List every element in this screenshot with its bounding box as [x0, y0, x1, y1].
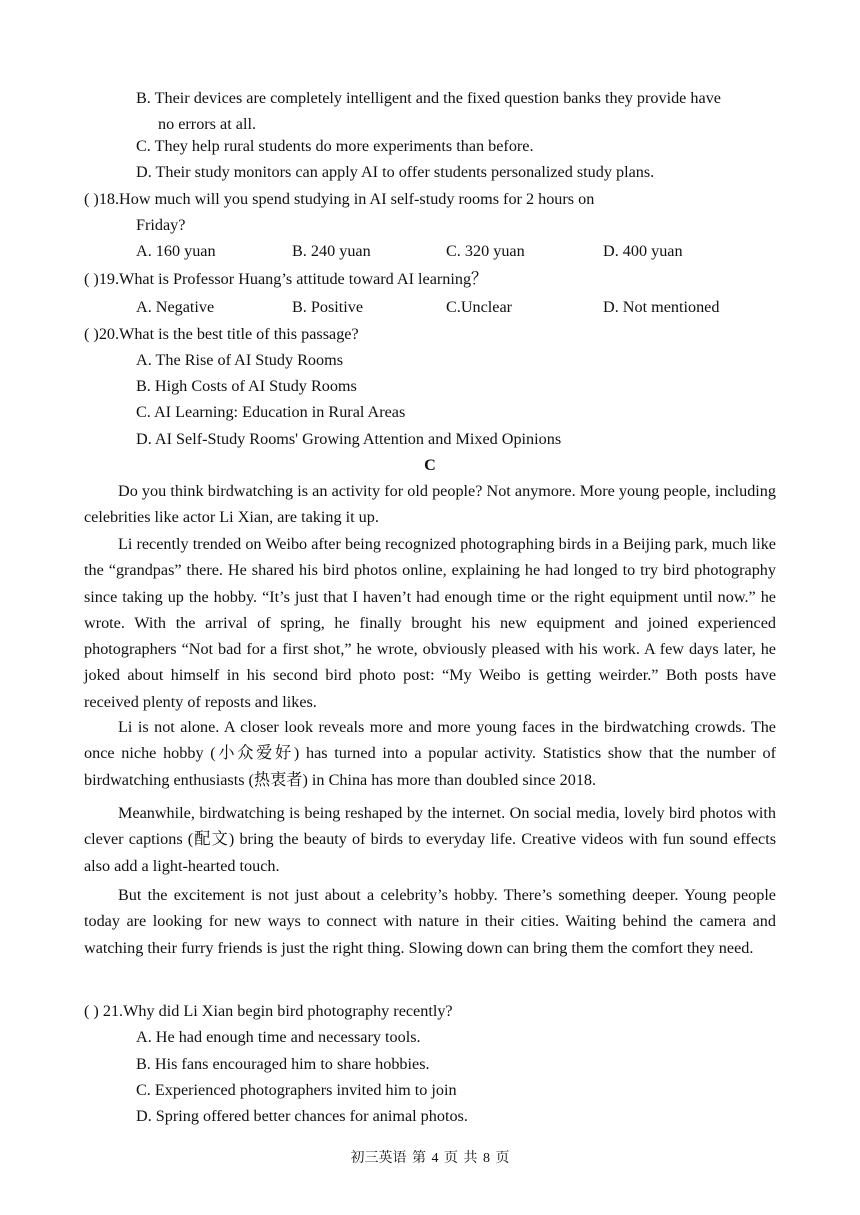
q19-option-c: C.Unclear — [446, 298, 513, 316]
q18-options — [136, 241, 776, 261]
q18-option-c: C. 320 yuan — [446, 242, 525, 260]
q17-option-b-line1: B. Their devices are completely intelligent and the fixed question banks they provide have — [136, 89, 721, 107]
q20-option-b: B. High Costs of AI Study Rooms — [136, 377, 357, 395]
section-c-heading: C — [424, 456, 436, 474]
q18-option-b: B. 240 yuan — [292, 242, 371, 260]
q17-option-d: D. Their study monitors can apply AI to offer students personalized study plans. — [136, 163, 655, 181]
passage-paragraph-5: But the excitement is not just about a celebrity’s hobby. There’s something deeper. Young people today are looking for new ways to connect with nature in their cities. Waiting behind the camera and watching their furry friends is just the right thing. Slowing down can bring them the comfort they need. — [84, 886, 776, 957]
q19-options — [136, 297, 776, 317]
q17-option-b-line2: no errors at all. — [158, 115, 256, 133]
q21-option-d: D. Spring offered better chances for animal photos. — [136, 1107, 468, 1125]
q17-option-c: C. They help rural students do more experiments than before. — [136, 137, 534, 155]
q18-option-d: D. 400 yuan — [603, 242, 683, 260]
passage-paragraph-2: Li recently trended on Weibo after being recognized photographing birds in a Beijing park, much like the “grandpas” there. He shared his bird photos online, explaining he had longed to try bird photography since taking up the hobby. “It’s just that I haven’t had enough time or the right equipment until now.” he wrote. With the arrival of spring, he finally brought his new equipment and joined experienced photographers “Not bad for a first shot,” he wrote, obviously pleased with his work. A few days later, he joked about himself in his second bird photo post: “My Weibo is getting weirder.” Both posts have received plenty of reposts and likes. — [84, 535, 776, 711]
passage-paragraph-4: Meanwhile, birdwatching is being reshaped by the internet. On social media, lovely bird photos with clever captions (配文) bring the beauty of birds to everyday life. Creative videos with fun sound effects also add a light-hearted touch. — [84, 804, 776, 875]
q20-option-d: D. AI Self-Study Rooms' Growing Attention and Mixed Opinions — [136, 430, 562, 448]
q18-option-a: A. 160 yuan — [136, 242, 216, 260]
q20-stem: ( )20.What is the best title of this passage? — [84, 325, 359, 343]
q18-stem-line1: ( )18.How much will you spend studying in AI self-study rooms for 2 hours on — [84, 190, 595, 208]
q21-option-b: B. His fans encouraged him to share hobbies. — [136, 1055, 430, 1073]
page-footer: 初三英语 第 4 页 共 8 页 — [350, 1151, 510, 1166]
q19-option-b: B. Positive — [292, 298, 364, 316]
q20-option-a: A. The Rise of AI Study Rooms — [136, 351, 343, 369]
q19-option-a: A. Negative — [136, 298, 215, 316]
q21-option-a: A. He had enough time and necessary tools. — [136, 1028, 421, 1046]
passage-paragraph-3: Li is not alone. A closer look reveals more and more young faces in the birdwatching crowds. The once niche hobby (小众爱好) has turned into a popular activity. Statistics show that the number of birdwatching enthusiasts (热衷者) in China has more than doubled since 2018. — [84, 718, 776, 789]
q18-stem-line2: Friday? — [136, 216, 186, 234]
q20-option-c: C. AI Learning: Education in Rural Areas — [136, 403, 406, 421]
passage-paragraph-1: Do you think birdwatching is an activity for old people? Not anymore. More young people, including celebrities like actor Li Xian, are taking it up. — [84, 482, 776, 527]
q21-stem: ( ) 21.Why did Li Xian begin bird photography recently? — [84, 1002, 453, 1020]
q19-stem: ( )19.What is Professor Huang’s attitude toward AI learning？ — [84, 270, 488, 288]
q21-option-c: C. Experienced photographers invited him to join — [136, 1081, 457, 1099]
q19-option-d: D. Not mentioned — [603, 298, 720, 316]
